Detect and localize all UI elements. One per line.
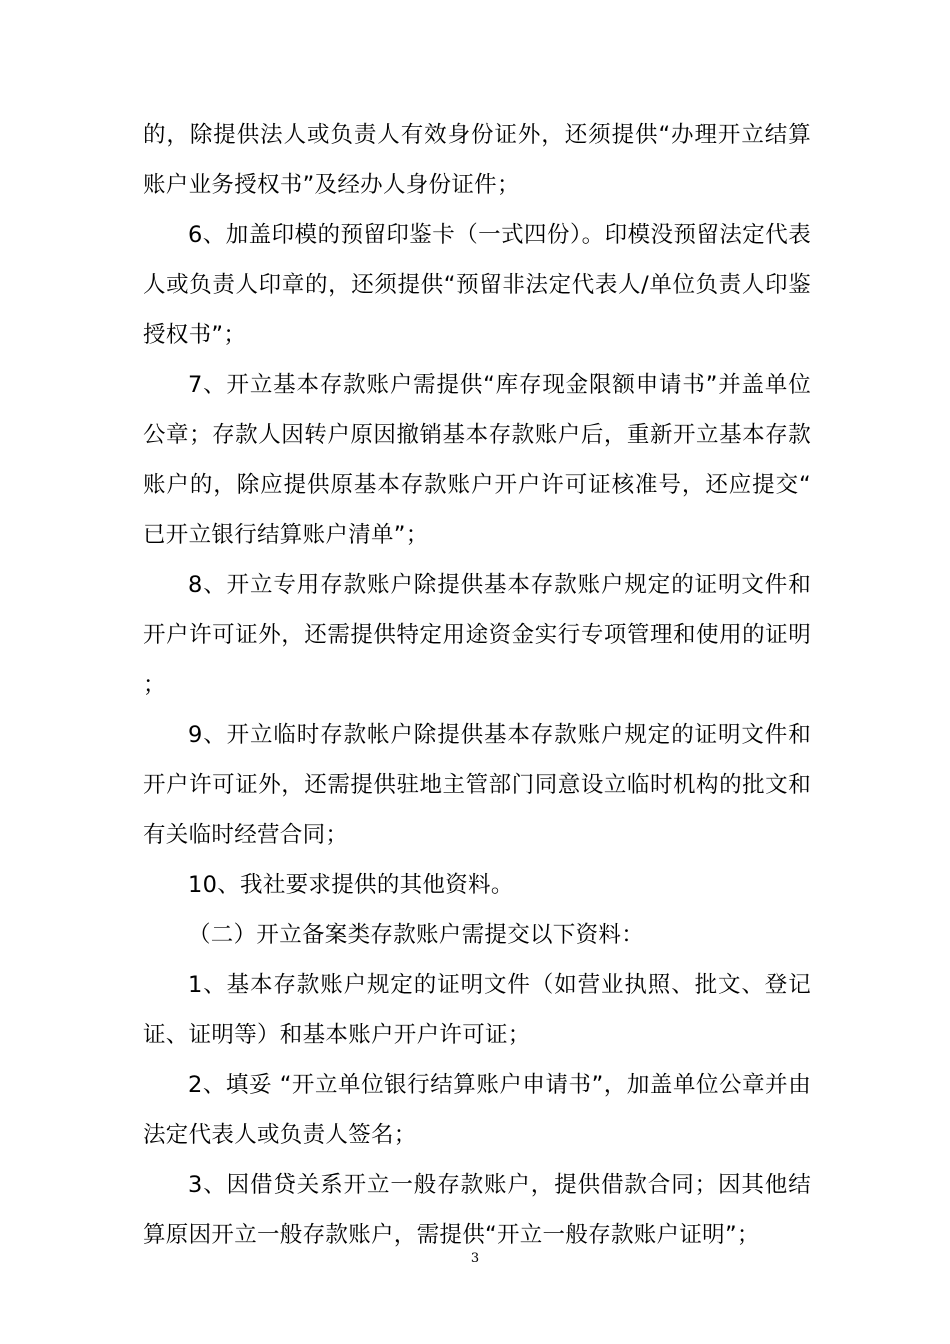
paragraph-item-1: 1、基本存款账户规定的证明文件（如营业执照、批文、登记证、证明等）和基本账户开户许可证； xyxy=(143,972,811,1048)
paragraph-item-6: 6、加盖印模的预留印鉴卡（一式四份）。印模没预留法定代表人或负责人印章的，还须提供“预留非法定代表人/单位负责人印鉴授权书”； xyxy=(143,222,811,348)
paragraph-item-3: 3、因借贷关系开立一般存款账户，提供借款合同；因其他结算原因开立一般存款账户，需提供“开立一般存款账户证明”； xyxy=(143,1172,811,1248)
page-number: 3 xyxy=(470,1251,480,1266)
paragraph-item-8: 8、开立专用存款账户除提供基本存款账户规定的证明文件和开户许可证外，还需提供特定用途资金实行专项管理和使用的证明； xyxy=(143,572,811,698)
paragraph-item-10: 10、我社要求提供的其他资料。 xyxy=(188,872,514,898)
section-heading: （二）开立备案类存款账户需提交以下资料： xyxy=(188,922,645,948)
paragraph-item-2: 2、填妥 “开立单位银行结算账户申请书”，加盖单位公章并由法定代表人或负责人签名； xyxy=(143,1072,811,1148)
paragraph-item-7: 7、开立基本存款账户需提供“库存现金限额申请书”并盖单位公章；存款人因转户原因撤销基本存款账户后，重新开立基本存款账户的，除应提供原基本存款账户开户许可证核准号，还应提交“已开立银行结算账户清单”； xyxy=(143,372,811,548)
paragraph-item-9: 9、开立临时存款帐户除提供基本存款账户规定的证明文件和开户许可证外，还需提供驻地主管部门同意设立临时机构的批文和有关临时经营合同； xyxy=(143,722,811,848)
paragraph-continuation: 的，除提供法人或负责人有效身份证外，还须提供“办理开立结算账户业务授权书”及经办人身份证件； xyxy=(143,122,811,198)
body-text xyxy=(143,110,811,1260)
